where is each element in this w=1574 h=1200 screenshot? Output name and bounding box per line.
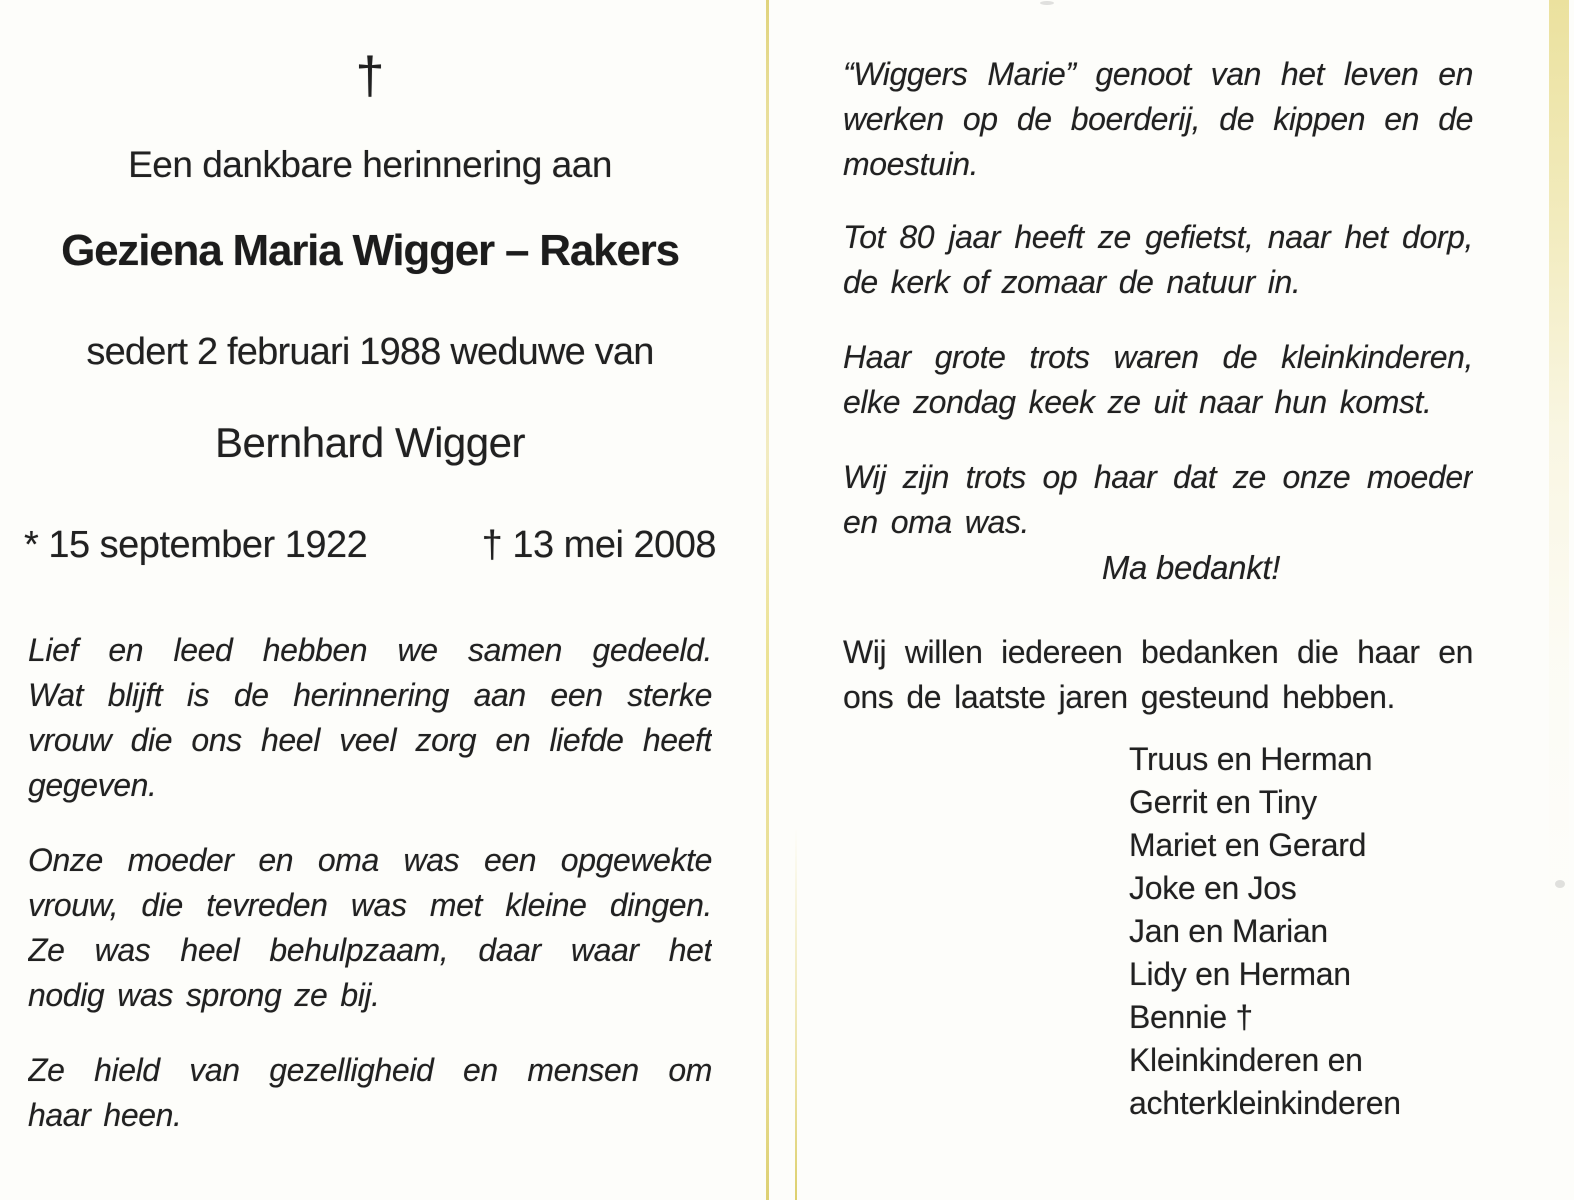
memorial-paragraph: [28, 1048, 712, 1138]
paragraph-line: vrouw die ons heel veel zorg en liefde heeft: [28, 722, 712, 758]
left-page: [0, 0, 768, 1200]
family-name: Bennie †: [1129, 999, 1253, 1035]
family-name: Truus en Herman: [1129, 741, 1373, 777]
deceased-name-title: Geziena Maria Wigger – Rakers: [61, 226, 679, 275]
cross-icon: †: [355, 47, 385, 105]
family-name: achterkleinkinderen: [1129, 1085, 1401, 1121]
widow-line: sedert 2 februari 1988 weduwe van: [86, 331, 654, 373]
memorial-paragraph: [843, 215, 1473, 305]
paragraph-line: moestuin.: [843, 146, 979, 182]
family-name: Jan en Marian: [1129, 913, 1328, 949]
family-name: Mariet en Gerard: [1129, 827, 1367, 863]
family-name: Joke en Jos: [1129, 870, 1297, 906]
paragraph-line: werken op de boerderij, de kippen en de: [843, 101, 1473, 137]
memorial-paragraph: [843, 52, 1473, 187]
family-names-list: [1129, 738, 1529, 1125]
paragraph-line: Ze hield van gezelligheid en mensen om: [28, 1052, 712, 1088]
intro-line: Een dankbare herinnering aan: [128, 144, 612, 185]
paragraph-line: Haar grote trots waren de kleinkinderen,: [843, 339, 1473, 375]
ma-bedankt-line: Ma bedankt!: [1101, 549, 1281, 586]
paragraph-line: Ze was heel behulpzaam, daar waar het: [28, 932, 712, 968]
paragraph-line: vrouw, die tevreden was met kleine dingen.: [28, 887, 712, 923]
paragraph-line: nodig was sprong ze bij.: [28, 977, 380, 1013]
family-name: Gerrit en Tiny: [1129, 784, 1317, 820]
family-name: Kleinkinderen en: [1129, 1042, 1363, 1078]
death-date: † 13 mei 2008: [481, 524, 716, 566]
memorial-paragraph: [28, 838, 712, 1018]
paragraph-line: en oma was.: [843, 504, 1029, 540]
thanks-paragraph: [843, 630, 1473, 720]
husband-name: Bernhard Wigger: [215, 419, 525, 466]
paragraph-line: Lief en leed hebben we samen gedeeld.: [28, 632, 712, 668]
paragraph-line: elke zondag keek ze uit naar hun komst.: [843, 384, 1432, 420]
family-name: Lidy en Herman: [1129, 956, 1351, 992]
paragraph-line: gegeven.: [28, 767, 157, 803]
right-page: [768, 0, 1574, 1200]
paragraph-line: de kerk of zomaar de natuur in.: [843, 264, 1301, 300]
paragraph-line: Onze moeder en oma was een opgewekte: [28, 842, 712, 878]
birth-date: * 15 september 1922: [24, 524, 368, 566]
dates-row: [24, 524, 716, 567]
paragraph-line: haar heen.: [28, 1097, 182, 1133]
paragraph-line: Tot 80 jaar heeft ze gefietst, naar het dorp,: [843, 219, 1473, 255]
memorial-paragraph: [843, 335, 1473, 425]
paragraph-line: ons de laatste jaren gesteund hebben.: [843, 679, 1396, 715]
memorial-paragraph: [28, 628, 712, 808]
paragraph-line: Wat blijft is de herinnering aan een sterke: [28, 677, 712, 713]
paragraph-line: Wij zijn trots op haar dat ze onze moeder: [843, 459, 1473, 495]
paragraph-line: Wij willen iedereen bedanken die haar en: [843, 634, 1473, 670]
paragraph-line: “Wiggers Marie” genoot van het leven en: [843, 56, 1473, 92]
memorial-paragraph: [843, 455, 1473, 545]
